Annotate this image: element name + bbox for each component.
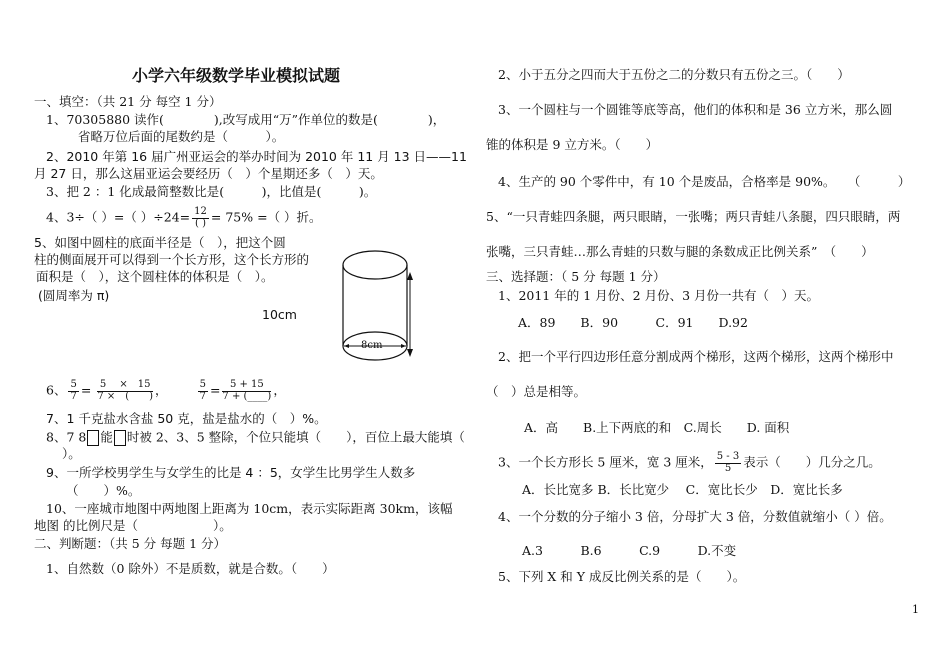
fraction-numerator: 5 - 3 (716, 451, 740, 462)
question-4-suffix: = 75% =（ ）折。 (210, 209, 322, 225)
question-9-line-1: 9、一所学校男学生与女学生的比是 4 ：5，女学生比男学生人数多 (46, 465, 416, 480)
page-number: 1 (912, 603, 919, 616)
choice-4: 4、一个分数的分子缩小 3 倍，分母扩大 3 倍，分数值就缩小（ ）倍。 (498, 509, 892, 524)
judge-3-line-2: 锥的体积是 9 立方米。（ ） (486, 137, 659, 152)
question-7: 7、1 千克盐水含盐 50 克，盐是盐水的（ ）%。 (46, 411, 327, 426)
question-8-part-b: 能 (100, 429, 113, 445)
question-9-line-2: （ ）%。 (66, 483, 141, 498)
question-8-part-c: 时被 2、3、5 整除，个位只能填（ ），百位上最大能填（ (126, 429, 465, 445)
fraction-numerator: 12 (194, 206, 207, 217)
question-10-line-2: 地图 的比例尺是（ ）。 (34, 518, 232, 533)
section-fill-blank: 一、填空：（共 21 分 每空 1 分） (34, 94, 222, 109)
question-1-line-2: 省略万位后面的尾数约是（ ）。 (78, 129, 285, 144)
choice-1-options: A．89 B．90 C．91 D.92 (518, 315, 748, 330)
question-5-line-4: (圆周率为 π) (38, 288, 110, 303)
page-title: 小学六年级数学毕业模拟试题 (132, 66, 341, 85)
choice-3-prefix: 3、一个长方形长 5 厘米，宽 3 厘米， (498, 454, 713, 470)
cylinder-height-label: 10cm (262, 307, 297, 322)
judge-5-line-1: 5、“一只青蛙四条腿，两只眼睛，一张嘴；两只青蛙八条腿，四只眼睛，两 (486, 209, 901, 224)
question-4 (46, 207, 322, 229)
choice-4-options: A.3 B.6 C.9 D.不变 (522, 543, 737, 558)
fraction-denominator: 7 × ( ) (97, 390, 154, 402)
judge-5-line-2: 张嘴，三只青蛙…那么青蛙的只数与腿的条数成正比例关系” （ ） (486, 244, 874, 259)
question-3: 3、把 2 ：1 化成最简整数比是( )，比值是( )。 (46, 184, 377, 199)
choice-3 (498, 452, 881, 474)
fraction-numerator: 5 × 15 (97, 380, 153, 392)
question-8 (46, 430, 465, 446)
choice-3-options: A．长比宽多 B．长比宽少 C．宽比长少 D．宽比长多 (522, 482, 843, 497)
fraction-5-7-b (198, 380, 208, 402)
cylinder-figure (330, 244, 430, 374)
fraction-numerator: 5 (199, 379, 206, 390)
question-4-fraction (192, 207, 209, 229)
question-6-prefix: 6、 (46, 382, 67, 398)
choice-3-suffix: 表示（ ）几分之几。 (743, 454, 881, 470)
question-5-line-1: 5、如图中圆柱的底面半径是（ ），把这个圆 (34, 235, 286, 250)
fraction-denominator: 7 (199, 390, 206, 402)
fraction-sum (222, 380, 271, 402)
choice-2-line-2: （ ）总是相等。 (486, 384, 587, 399)
cylinder-diameter-label: 8cm (361, 340, 383, 351)
judge-3-line-1: 3、一个圆柱与一个圆锥等底等高，他们的体积和是 36 立方米，那么圆 (498, 102, 893, 117)
judge-1: 1、自然数（0 除外）不是质数，就是合数。（ ） (46, 561, 335, 576)
question-1-line-1: 1、70305880 读作( ),改写成用“万”作单位的数是( )， (46, 112, 446, 127)
choice-3-fraction (715, 452, 741, 474)
fraction-denominator: 7 + (____) (222, 390, 272, 402)
section-multiple-choice: 三、选择题：（ 5 分 每题 1 分） (486, 269, 666, 284)
question-10-line-1: 10、一座城市地图中两地图上距离为 10cm，表示实际距离 30km，该幅 (46, 501, 453, 516)
question-5-line-2: 柱的侧面展开可以得到一个长方形，这个长方形的 (34, 252, 310, 267)
fraction-5-7-a (68, 380, 78, 402)
question-2-line-1: 2、2010 年第 16 届广州亚运会的举办时间为 2010 年 11 月 13 日——11 (46, 149, 467, 164)
judge-2: 2、小于五分之四而大于五份之二的分数只有五份之三。（ ） (498, 67, 850, 82)
question-5-line-3: 面积是（ ），这个圆柱体的体积是（ ）。 (36, 269, 274, 284)
choice-5: 5、下列 X 和 Y 成反比例关系的是（ ）。 (498, 569, 746, 584)
fraction-denominator: 7 (70, 390, 77, 402)
choice-2-line-1: 2、把一个平行四边形任意分割成两个梯形，这两个梯形，这两个梯形中 (498, 349, 894, 364)
question-8-line-2: ）。 (62, 446, 81, 461)
question-4-prefix: 4、3÷（ ）=（ ）÷24= (46, 209, 191, 225)
fraction-numerator: 5 (70, 379, 77, 390)
judge-4: 4、生产的 90 个零件中，有 10 个是废品，合格率是 90%。 （ ） (498, 174, 911, 189)
blank-box (87, 430, 99, 446)
fraction-denominator: ( ) (195, 217, 207, 229)
fraction-product (97, 380, 153, 402)
fraction-denominator: 5 (724, 462, 732, 474)
question-2-line-2: 月 27 日，那么这届亚运会要经历（ ）个星期还多（ ）天。 (34, 166, 383, 181)
choice-2-options: A．高 B.上下两底的和 C.周长 D. 面积 (524, 420, 790, 435)
question-8-part-a: 8、7 8 (46, 429, 87, 445)
blank-box (114, 430, 126, 446)
question-6: 6、 $\frac{5}{7}$ = $\frac{5 \times 15}{7 \times ( )}$ ， $\frac{5}{7}$ = $\frac{5 + 15}{7 + (\_\_\_\_)}$ ， (46, 379, 286, 402)
section-true-false: 二、判断题：（共 5 分 每题 1 分） (34, 536, 227, 551)
choice-1: 1、2011 年的 1 月份、2 月份、3 月份一共有（ ）天。 (498, 288, 819, 303)
fraction-numerator: 5 + 15 (222, 380, 271, 392)
